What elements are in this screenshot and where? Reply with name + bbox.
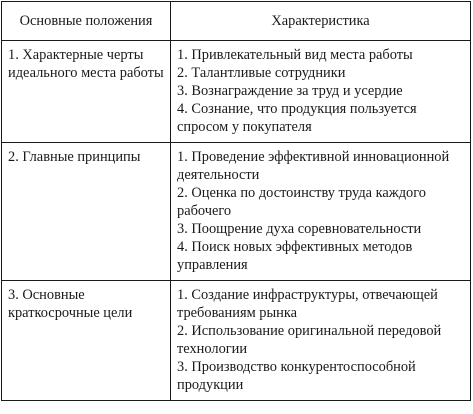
row-characteristics-cell [171,281,471,401]
list-item: 1. Создание инфраструктуры, отвечающей требованиям рынка [177,287,438,321]
list-item: 2. Оценка по достоинству труда каждого рабочего [177,185,426,219]
row-position-cell: 1. Характерные черты идеального места работы [2,41,171,143]
header-cell-characteristics: Характеристика [171,2,471,41]
principles-table [1,1,471,401]
list-item: 3. Производство конкурентоспособной продукции [177,359,416,393]
row-position-cell: 3. Основные краткосрочные цели [2,281,171,401]
list-item: 4. Сознание, что продукция пользуется спросом у покупателя [177,101,417,135]
row-characteristics-cell [171,41,471,143]
header-cell-positions: Основные положения [2,2,171,41]
header-row [2,2,471,41]
row-position-cell: 2. Главные принципы [2,143,171,281]
list-item: 1. Проведение эффективной инновационной деятельности [177,149,450,183]
table-row [2,41,471,143]
row-characteristics-cell [171,143,471,281]
list-item: 3. Поощрение духа соревновательности [177,221,422,237]
table-row [2,143,471,281]
list-item: 2. Использование оригинальной передовой технологии [177,323,442,357]
table-row [2,281,471,401]
list-item: 3. Вознаграждение за труд и усердие [177,83,403,99]
list-item: 4. Поиск новых эффективных методов управления [177,239,413,273]
list-item: 1. Привлекательный вид места работы [177,47,413,63]
list-item: 2. Талантливые сотрудники [177,65,346,81]
